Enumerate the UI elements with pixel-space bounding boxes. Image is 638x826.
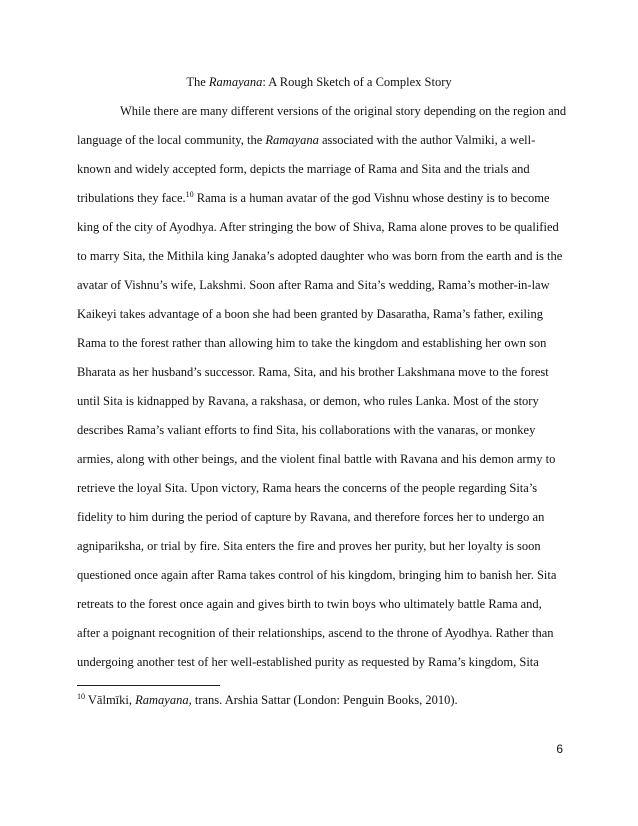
- body-line: undergoing another test of her well-established purity as requested by Rama’s kingdom, Sita: [77, 655, 539, 669]
- body-line: tribulations they face.$^{10}$ Rama is a human avatar of the god Vishnu whose destiny is to become: [77, 189, 550, 205]
- body-line: until Sita is kidnapped by Ravana, a rakshasa, or demon, who rules Lanka. Most of the story: [77, 394, 539, 408]
- footnote-separator: [77, 685, 220, 686]
- body-line: retrieve the loyal Sita. Upon victory, Rama hears the concerns of the people regarding Sita’s: [77, 481, 538, 495]
- body-line: fidelity to him during the period of capture by Ravana, and therefore forces her to undergo an: [77, 510, 545, 524]
- body-line: questioned once again after Rama takes control of his kingdom, bringing him to banish her. Sita: [77, 568, 557, 582]
- body-line: language of the local community, the Ramayana associated with the author Valmiki, a well-: [77, 133, 536, 147]
- body-line: describes Rama’s valiant efforts to find Sita, his collaborations with the vanaras, or monkey: [77, 423, 536, 437]
- body-line: after a poignant recognition of their relationships, ascend to the throne of Ayodhya. Rather than: [77, 626, 554, 640]
- body-line: retreats to the forest once again and gives birth to twin boys who ultimately battle Rama and,: [77, 597, 542, 611]
- body-line: avatar of Vishnu’s wife, Lakshmi. Soon after Rama and Sita’s wedding, Rama’s mother-in-law: [77, 278, 550, 292]
- body-line: While there are many different versions of the original story depending on the region and: [120, 104, 567, 118]
- body-line: Rama to the forest rather than allowing him to take the kingdom and establishing her own son: [77, 336, 547, 350]
- body-line: king of the city of Ayodhya. After stringing the bow of Shiva, Rama alone proves to be qualified: [77, 220, 559, 234]
- body-line: agnipariksha, or trial by fire. Sita enters the fire and proves her purity, but her loyalty is soon: [77, 539, 541, 553]
- body-line: Kaikeyi takes advantage of a boon she had been granted by Dasaratha, Rama’s father, exiling: [77, 307, 543, 321]
- footnote: $^{10}$ Vālmīki, Ramayana, trans. Arshia Sattar (London: Penguin Books, 2010).: [77, 691, 458, 707]
- title-italic: Ramayana: [208, 75, 263, 89]
- body-line: to marry Sita, the Mithila king Janaka’s adopted daughter who was born from the earth and is the: [77, 249, 563, 263]
- body-line: armies, along with other beings, and the violent final battle with Ravana and his demon army to: [77, 452, 556, 466]
- footnote-number: 10: [77, 691, 85, 701]
- title-pre: The: [186, 75, 209, 89]
- section-title: [0, 73, 638, 91]
- page-number: 6: [556, 742, 563, 756]
- title-post: : A Rough Sketch of a Complex Story: [262, 75, 452, 89]
- body-line: Bharata as her husband’s successor. Rama, Sita, and his brother Lakshmana move to the forest: [77, 365, 549, 379]
- footnote-ref: 10: [185, 189, 194, 199]
- body-line: known and widely accepted form, depicts the marriage of Rama and Sita and the trials and: [77, 162, 530, 176]
